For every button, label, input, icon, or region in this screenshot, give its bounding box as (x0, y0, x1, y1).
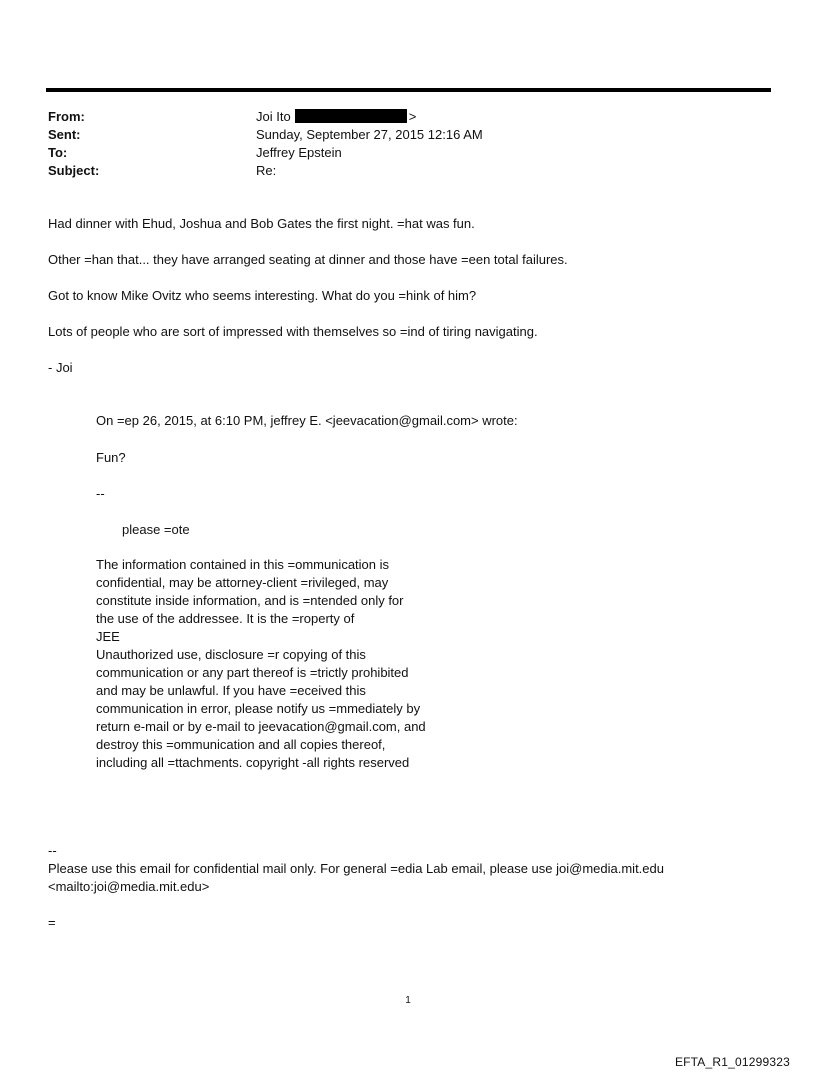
signature-separator: -- (48, 843, 57, 858)
to-value: Jeffrey Epstein (256, 145, 342, 160)
disclaimer-line: and may be unlawful. If you have =eceived this (96, 683, 366, 698)
signature-trailing: = (48, 915, 56, 930)
disclaimer-line: constitute inside information, and is =ntended only for (96, 593, 404, 608)
disclaimer-line: the use of the addressee. It is the =roperty of (96, 611, 355, 626)
disclaimer-line: communication or any part thereof is =trictly prohibited (96, 665, 409, 680)
disclaimer-line: JEE (96, 629, 120, 644)
sent-row (48, 126, 748, 144)
header-rule (46, 88, 771, 92)
bates-number: EFTA_R1_01299323 (674, 1055, 790, 1069)
to-label: To: (48, 145, 68, 160)
from-name: Joi Ito (256, 109, 291, 124)
message-signoff: - Joi (48, 360, 73, 375)
quoted-separator: -- (96, 486, 105, 501)
sent-value: Sunday, September 27, 2015 12:16 AM (256, 127, 483, 142)
disclaimer-line: destroy this =ommunication and all copies thereof, (96, 737, 386, 752)
disclaimer-line: The information contained in this =ommunication is (96, 557, 390, 572)
redaction-box (295, 109, 407, 123)
subject-value: Re: (256, 163, 277, 178)
page-number: 1 (405, 995, 411, 1006)
to-row (48, 144, 748, 162)
from-value (256, 108, 748, 126)
disclaimer-line: confidential, may be attorney-client =rivileged, may (96, 575, 389, 590)
subject-label: Subject: (48, 163, 100, 178)
quoted-attribution (96, 412, 776, 430)
sent-label: Sent: (48, 127, 81, 142)
message-paragraph: Other =han that... they have arranged seating at dinner and those have =een total failures. (48, 252, 568, 267)
quoted-attribution-text: On =ep 26, 2015, at 6:10 PM, jeffrey E. <jeevacation@gmail.com> wrote: (96, 413, 518, 428)
disclaimer-line: return e-mail or by e-mail to jeevacation@gmail.com, and (96, 719, 426, 734)
email-header (48, 108, 748, 180)
message-paragraph: Got to know Mike Ovitz who seems interesting. What do you =hink of him? (48, 288, 477, 303)
please-note: please =ote (122, 522, 190, 537)
disclaimer-line: including all =ttachments. copyright -all rights reserved (96, 755, 410, 770)
message-paragraph: Had dinner with Ehud, Joshua and Bob Gates the first night. =hat was fun. (48, 216, 475, 231)
from-suffix: > (408, 109, 417, 124)
from-row (48, 108, 748, 126)
signature-mailto: <mailto:joi@media.mit.edu> (48, 879, 210, 894)
signature-line: Please use this email for confidential mail only. For general =edia Lab email, please use joi@media.mit.edu (48, 861, 664, 876)
quoted-reply: Fun? (96, 450, 126, 465)
disclaimer-line: communication in error, please notify us =mmediately by (96, 701, 421, 716)
disclaimer-line: Unauthorized use, disclosure =r copying of this (96, 647, 366, 662)
from-label: From: (48, 109, 85, 124)
message-paragraph: Lots of people who are sort of impressed with themselves so =ind of tiring navigating. (48, 324, 538, 339)
disclaimer (96, 556, 776, 772)
subject-row (48, 162, 748, 180)
